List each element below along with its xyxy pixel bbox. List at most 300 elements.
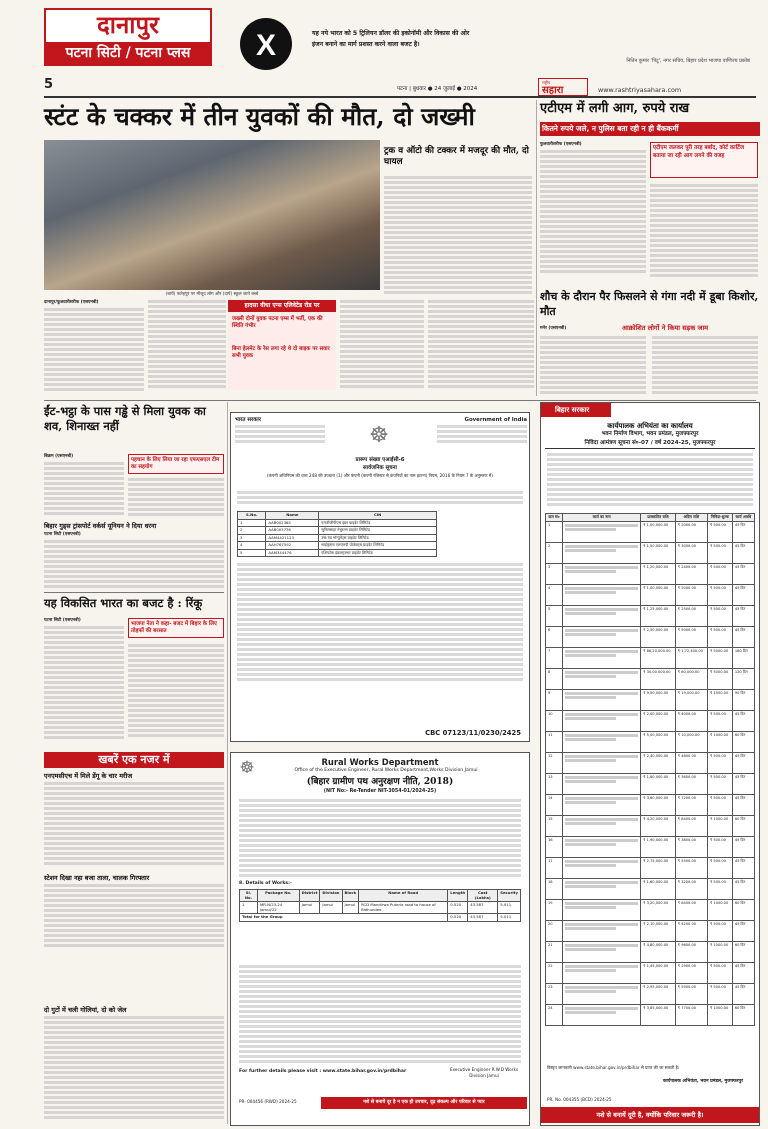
bihar-th: क्रम सं०	[546, 514, 563, 522]
budget-dateline: पटना सिटी (एसएनबी)	[44, 618, 81, 623]
table-row	[546, 542, 755, 563]
mca-intro	[237, 491, 523, 511]
table-cell: ₹ 500.00	[707, 563, 732, 584]
table-cell: 45 दिन	[732, 542, 754, 563]
work-description-cell	[563, 542, 641, 563]
table-cell: 45 दिन	[732, 626, 754, 647]
atm-bullet-box	[650, 142, 758, 178]
table-cell: 60 दिन	[732, 1004, 754, 1025]
table-cell: 11	[546, 731, 563, 752]
table-cell: ₹ 2,10,000.00	[641, 920, 676, 941]
union-headline: बिहार गुड्स ट्रांसपोर्ट वर्कर्स यूनियन ने दिया धरना	[44, 522, 157, 530]
table-cell: 45 दिन	[732, 920, 754, 941]
table-row	[546, 941, 755, 962]
table-cell: 5.011	[498, 902, 521, 914]
table-cell: 7	[546, 647, 563, 668]
atm-body-2	[650, 184, 758, 280]
table-cell: 60 दिन	[732, 731, 754, 752]
table-cell: 3	[238, 534, 266, 542]
rwd-notice	[230, 752, 530, 1126]
table-cell: ₹ 6400.00	[675, 899, 707, 920]
bihar-th: निविदा-शुल्क	[707, 514, 732, 522]
mca-title: प्रारूप संख्या एआईसी-6	[355, 457, 405, 463]
table-cell: Jamui	[342, 902, 359, 914]
lead-body-col4	[428, 300, 534, 392]
column-divider	[536, 100, 537, 396]
section-rule	[44, 400, 756, 401]
table-cell: ₹ 1,20,000.00	[641, 563, 676, 584]
rwd-slogan: नशे से बनायें दूर है न एक ही उपचार, दृढ़ संकल्प और परिवार से प्यार	[321, 1097, 527, 1109]
work-description-cell	[563, 668, 641, 689]
ad-credit: नितिन कुमार 'पिंटू', नगर सचिव, बिहार प्रदेश भाजपा वाणिज्य प्रकोष्ठ	[626, 58, 750, 64]
emblem-icon: ☸	[369, 423, 389, 448]
table-cell: 45 दिन	[732, 878, 754, 899]
table-cell: AAB002385	[266, 519, 319, 527]
table-cell: ₹ 1,60,000.00	[641, 878, 676, 899]
rwd-th: Division	[320, 890, 342, 902]
bihar-dept: भवन निर्माण विभाग, भवन प्रमंडल, मुजफ्फरपुर	[601, 431, 699, 437]
table-cell: ₹ 1,00,000.00	[641, 521, 676, 542]
left-rule-1	[44, 592, 224, 593]
table-row	[546, 962, 755, 983]
short-news-item-2-body	[44, 884, 224, 948]
table-cell: ₹ 3,85,000.00	[641, 1004, 676, 1025]
table-cell: 21	[546, 941, 563, 962]
table-cell: RCD Mandirwa Puteria road to house of Bidhundeo	[359, 902, 448, 914]
table-row	[546, 920, 755, 941]
work-description-cell	[563, 647, 641, 668]
paper-brand	[538, 78, 588, 96]
table-cell: 5.011	[498, 914, 521, 922]
table-row	[546, 836, 755, 857]
mca-th-cin: CIN	[319, 512, 437, 520]
atm-dateline: फुलवारीशरीफ (एसएनबी)	[540, 142, 582, 147]
date-line: पटना | बुधवार ● 24 जुलाई ● 2024	[397, 86, 478, 92]
table-cell: Total for the Group	[240, 914, 448, 922]
table-cell: साईकृष्णा एलएलपी प्रोजेक्ट्स प्राइवेट लिमिटेड	[319, 542, 437, 550]
table-cell: ₹ 19,000.00	[675, 689, 707, 710]
table-cell: ₹ 30,00,000.00	[641, 668, 676, 689]
table-cell: 6	[546, 626, 563, 647]
table-cell: ₹ 1000.00	[707, 815, 732, 836]
rwd-subtitle: Office of the Executive Engineer, Rural Works Department,Works Division Jamui	[294, 768, 478, 773]
table-cell: 45 दिन	[732, 836, 754, 857]
rwd-terms	[239, 965, 521, 1065]
rwd-pr-no: PR- 004456 (RWD) 2024-25	[239, 1099, 297, 1104]
bihar-notice	[540, 402, 760, 1126]
table-cell: ₹ 2900.00	[675, 962, 707, 983]
table-row	[238, 534, 437, 542]
bihar-th: अग्रिम राशि	[675, 514, 707, 522]
masthead-rule	[44, 96, 756, 98]
lead-box-point-1: जख्मी दोनों युवक पटना एम्स में भर्ती, एक की स्थिति गंभीर	[232, 316, 323, 329]
table-row	[546, 710, 755, 731]
work-description-cell	[563, 815, 641, 836]
table-cell: ₹ 1,50,000.00	[641, 542, 676, 563]
table-cell: ₹ 1,00,000.00	[641, 584, 676, 605]
table-cell: 1	[238, 519, 266, 527]
table-cell: 13	[546, 773, 563, 794]
table-cell: 45 दिन	[732, 857, 754, 878]
lead-body-col1	[44, 308, 144, 392]
table-cell: ₹ 3800.00	[675, 836, 707, 857]
budget-body	[44, 626, 124, 742]
table-cell: ₹ 500.00	[707, 542, 732, 563]
table-cell: Jamui	[299, 902, 320, 914]
atm-headline: एटीएम में लगी आग, रुपये राख	[540, 101, 690, 116]
emblem-icon: ☸	[239, 758, 255, 778]
table-cell: ₹ 500.00	[707, 584, 732, 605]
mca-table	[237, 511, 437, 557]
table-cell: 8	[546, 668, 563, 689]
short-news-item-1-title: एनएमसीएच में मिले डेंगू के चार मरीज	[44, 772, 133, 780]
table-cell: 4	[238, 542, 266, 550]
table-cell: 5	[546, 605, 563, 626]
table-cell: 17	[546, 857, 563, 878]
work-description-cell	[563, 521, 641, 542]
table-cell: ₹ 2,40,000.00	[641, 752, 676, 773]
table-cell: 180 दिन	[732, 647, 754, 668]
table-cell: ₹ 3,20,000.00	[641, 899, 676, 920]
table-cell: 45 दिन	[732, 962, 754, 983]
table-cell: 15	[546, 815, 563, 836]
table-cell: 43.587	[468, 902, 498, 914]
table-cell: 16	[546, 836, 563, 857]
inset-headline: ट्रक व ऑटो की टक्कर में मजदूर की मौत, दो घायल	[384, 146, 529, 167]
table-cell: ₹ 500.00	[707, 857, 732, 878]
table-cell: 45 दिन	[732, 710, 754, 731]
work-description-cell	[563, 731, 641, 752]
table-cell: ₹ 1,25,000.00	[641, 605, 676, 626]
work-description-cell	[563, 983, 641, 1004]
budget-bullet: भाजपा नेता ने कहा- बजट में बिहार के लिए तोहफों की बरसात	[128, 618, 224, 638]
table-cell: ₹ 2,50,000.00	[641, 626, 676, 647]
bihar-th: कार्य अवधि	[732, 514, 754, 522]
table-cell: ₹ 2500.00	[675, 605, 707, 626]
table-cell: ₹ 2,00,000.00	[641, 710, 676, 731]
brick-body	[44, 462, 124, 518]
short-news-item-1-body	[44, 782, 224, 868]
drown-body-2	[652, 336, 758, 396]
table-cell: 23	[546, 983, 563, 1004]
table-cell: एशियटेक इंफ्रास्ट्रक्चर प्राइवेट लिमिटेड	[319, 549, 437, 557]
bihar-table	[545, 513, 755, 1026]
table-cell: 10	[546, 710, 563, 731]
work-description-cell	[563, 920, 641, 941]
table-cell: ₹ 4,80,000.00	[641, 941, 676, 962]
table-cell: 45 दिन	[732, 794, 754, 815]
work-description-cell	[563, 710, 641, 731]
table-row	[546, 857, 755, 878]
lead-box	[228, 312, 336, 390]
table-cell: ₹ 5500.00	[675, 857, 707, 878]
drown-subhead: आक्रोशित लोगों ने किया सड़क जाम	[622, 324, 709, 332]
table-cell: 60 दिन	[732, 815, 754, 836]
table-cell: ₹ 3,60,000.00	[641, 794, 676, 815]
bihar-gov-tag: बिहार सरकार	[541, 403, 611, 417]
union-dateline: पटना सिटी (एसएनबी)	[44, 532, 81, 537]
bihar-th: प्राक्कलित राशि	[641, 514, 676, 522]
table-cell: ₹ 4800.00	[675, 752, 707, 773]
lead-box-point-2: बिना हेलमेट के रेस लगा रहे थे दो बाइक पर सवार सभी युवक	[232, 346, 330, 359]
table-row	[546, 752, 755, 773]
table-cell: 9	[546, 689, 563, 710]
table-cell: ₹ 1,90,000.00	[641, 836, 676, 857]
mca-notice	[230, 412, 530, 742]
work-description-cell	[563, 962, 641, 983]
lead-dateline: दानापुर/फुलवारीशरीफ (एसएनबी)	[44, 300, 99, 305]
drown-dateline: मनेर (एसएनबी)	[540, 326, 567, 331]
rwd-th: Name of Road	[359, 890, 448, 902]
work-description-cell	[563, 773, 641, 794]
table-cell: ₹ 1500.00	[707, 689, 732, 710]
table-cell: ₹ 500.00	[707, 794, 732, 815]
table-cell: 120 दिन	[732, 668, 754, 689]
brick-headline: ईंट-भट्ठा के पास गड्ढे से मिला युवक का शव, शिनाख्त नहीं	[44, 404, 206, 433]
table-cell: ₹ 5000.00	[675, 626, 707, 647]
work-description-cell	[563, 626, 641, 647]
bihar-signatory: कार्यपालक अभियंता, भवन प्रमंडल, मुजफ्फरपुर	[663, 1079, 743, 1084]
table-cell: 20	[546, 920, 563, 941]
mca-subtitle: सार्वजनिक सूचना	[363, 465, 397, 471]
rwd-hindi-title: (बिहार ग्रामीण पथ अनुरक्षण नीति, 2018)	[306, 777, 454, 787]
short-news-item-2-title: स्टेशन दिखा नहा बजा ताला, चालक गिरफ्तार	[44, 874, 150, 882]
x-logo-icon: X	[255, 29, 276, 62]
table-row	[546, 983, 755, 1004]
table-cell: ₹ 500.00	[707, 983, 732, 1004]
work-description-cell	[563, 899, 641, 920]
lead-headline: स्टंट के चक्कर में तीन युवकों की मौत, दो जख्मी	[44, 102, 475, 131]
rwd-th: Package No.	[257, 890, 299, 902]
table-cell: 18	[546, 878, 563, 899]
table-cell: ₹ 2,75,000.00	[641, 857, 676, 878]
table-cell: Jamui	[320, 902, 342, 914]
table-cell: 4	[546, 584, 563, 605]
work-description-cell	[563, 752, 641, 773]
bihar-slogan: नशे से बनायें दूरी है, क्योंकि परिवार जरूरी है।	[541, 1107, 759, 1123]
table-cell: ₹ 500.00	[707, 920, 732, 941]
table-cell: ₹ 3200.00	[675, 878, 707, 899]
table-row	[546, 731, 755, 752]
table-cell: 0.520	[448, 914, 468, 922]
table-row	[546, 647, 755, 668]
table-cell: 1	[546, 521, 563, 542]
table-row	[546, 794, 755, 815]
work-description-cell	[563, 857, 641, 878]
table-cell: AAM4421123	[266, 534, 319, 542]
table-cell: 14	[546, 794, 563, 815]
table-cell: ₹ 1000.00	[707, 941, 732, 962]
table-row	[546, 878, 755, 899]
website: www.rashtriyasahara.com	[598, 86, 682, 94]
table-cell: 1	[240, 902, 258, 914]
table-cell: ₹ 500.00	[707, 773, 732, 794]
work-description-cell	[563, 794, 641, 815]
ad-line-1: यह नये भारत को 5 ट्रिलियन डॉलर की इकोनॉमी और विकास की ओर	[312, 30, 470, 37]
table-cell: ₹ 500.00	[707, 521, 732, 542]
table-row	[546, 584, 755, 605]
table-cell: 60 दिन	[732, 899, 754, 920]
rwd-signature: Executive Engineer R.W.D Works Division Jamui	[449, 1067, 519, 1078]
table-cell: AAM344476	[266, 549, 319, 557]
table-cell: ₹ 1,45,000.00	[641, 962, 676, 983]
mca-th-sno: S.No.	[238, 512, 266, 520]
rwd-nit: (NIT No:- Re-Tender NIT-3054-01/2024-25)	[323, 789, 437, 794]
atm-bullet: एटीएम जलकर पूरी तरह बर्बाद, कोर्ट कार्टिज बताया जा रही आग लगने की वजह	[653, 145, 745, 159]
table-cell: 24	[546, 1004, 563, 1025]
mca-gov-left: भारत सरकार	[235, 417, 261, 423]
atm-body	[540, 150, 646, 278]
paper-name: सहारा	[542, 85, 564, 96]
rwd-th: Sl. No.	[240, 890, 258, 902]
rwd-th: Cost (Lakhs)	[468, 890, 498, 902]
drown-headline: शौच के दौरान पैर फिसलने से गंगा नदी में डूबा किशोर, मौत	[540, 290, 759, 318]
short-news-item-3-title: दो गुटों में चली गोलियां, दो को जेल	[44, 1006, 127, 1014]
lead-body-col3	[340, 300, 424, 392]
table-cell: ₹ 3600.00	[675, 773, 707, 794]
table-cell: 45 दिन	[732, 584, 754, 605]
table-cell: ₹ 1000.00	[707, 1004, 732, 1025]
ad-line-2: इंजन बनाने का मार्ग प्रशस्त करने वाला बजट है।	[312, 41, 420, 48]
table-cell: एमजीजीपीएस इंफ्रा प्राइवेट लिमिटेड	[319, 519, 437, 527]
work-description-cell	[563, 836, 641, 857]
budget-headline: यह विकसित भारत का बजट है : रिंकू	[44, 596, 203, 610]
brick-body-2	[128, 478, 224, 518]
rwd-th: Security	[498, 890, 521, 902]
table-cell: ₹ 7700.00	[675, 1004, 707, 1025]
table-cell: उषा एंड मॉन्यूमेंट्स प्राइवेट लिमिटेड	[319, 534, 437, 542]
table-cell: ₹ 5000.00	[707, 668, 732, 689]
lead-body-col2	[148, 300, 226, 392]
table-row	[546, 689, 755, 710]
table-cell: 22	[546, 962, 563, 983]
table-cell: ₹ 1,72,400.00	[675, 647, 707, 668]
bihar-office: कार्यपालक अभियंता का कार्यालय	[607, 421, 693, 430]
table-cell: ₹ 5,00,000.00	[641, 731, 676, 752]
table-cell: 0.520	[448, 902, 468, 914]
mca-ref: CBC 07123/11/0230/2425	[425, 729, 521, 737]
table-cell: 45 दिन	[732, 563, 754, 584]
table-row	[546, 626, 755, 647]
table-cell: ₹ 500.00	[707, 836, 732, 857]
table-cell: ₹ 4,20,000.00	[641, 815, 676, 836]
table-cell: ₹ 5000.00	[707, 647, 732, 668]
mca-address-right	[437, 425, 527, 449]
table-cell: 43.587	[468, 914, 498, 922]
table-cell: 45 दिन	[732, 773, 754, 794]
work-description-cell	[563, 878, 641, 899]
work-description-cell	[563, 584, 641, 605]
table-cell: 19	[546, 899, 563, 920]
table-cell: ₹ 9,50,000.00	[641, 689, 676, 710]
table-cell: 60 दिन	[732, 941, 754, 962]
table-cell: 5	[238, 549, 266, 557]
table-row	[238, 519, 437, 527]
table-cell: सुनिलसाहा नेचुरल्स प्राइवेट लिमिटेड	[319, 527, 437, 535]
table-cell: ₹ 4200.00	[675, 920, 707, 941]
table-cell: 45 दिन	[732, 605, 754, 626]
table-cell: ₹ 86,20,000.00	[641, 647, 676, 668]
table-cell: 45 दिन	[732, 983, 754, 1004]
table-cell: AAH767592	[266, 542, 319, 550]
table-cell: ₹ 500.00	[707, 626, 732, 647]
table-cell: 3	[546, 563, 563, 584]
short-news-header: खबरें एक नजर में	[44, 752, 224, 768]
table-cell: ₹ 2000.00	[675, 521, 707, 542]
lead-photo	[44, 140, 380, 290]
table-cell: ₹ 500.00	[707, 752, 732, 773]
table-row	[546, 668, 755, 689]
bihar-intro	[547, 453, 753, 509]
table-cell: ₹ 2,95,000.00	[641, 983, 676, 1004]
work-description-cell	[563, 689, 641, 710]
bihar-url-line: विस्तृत जानकारी www.state.bihar.gov.in/prdbihar से प्राप्त की जा सकती है।	[547, 1065, 680, 1070]
rwd-th: Length	[448, 890, 468, 902]
table-cell: ₹ 4000.00	[675, 710, 707, 731]
table-cell: ₹ 500.00	[707, 605, 732, 626]
brick-dateline: बिक्रम (एसएनबी)	[44, 454, 74, 459]
mca-gov-right: Government of India	[464, 417, 527, 423]
rwd-th: Block	[342, 890, 359, 902]
work-description-cell	[563, 941, 641, 962]
photo-caption: (बायें) फतेहपुर पर मौजूद लोग और (दायें) स्कूल जाते बच्चे	[165, 292, 259, 297]
table-cell: ₹ 8400.00	[675, 815, 707, 836]
table-row	[546, 815, 755, 836]
bihar-th: कार्य का नाम	[563, 514, 641, 522]
bihar-nit-line: निविदा आमंत्रण सूचना सं०-07 / वर्ष 2024-25, मुजफ्फरपुर	[545, 440, 755, 449]
table-cell: ₹ 2000.00	[675, 584, 707, 605]
page-number: 5	[44, 77, 54, 92]
table-row	[240, 914, 521, 922]
table-cell: 45 दिन	[732, 752, 754, 773]
section-edition: पटना सिटी / पटना प्लस	[46, 42, 210, 64]
table-cell: 90 दिन	[732, 689, 754, 710]
table-cell: MR-N/23-24 Jamui/22	[257, 902, 299, 914]
paper-prefix: राष्ट्रीय	[542, 80, 551, 85]
mca-th-name: Name	[266, 512, 319, 520]
table-cell: AAB003776	[266, 527, 319, 535]
table-cell: 12	[546, 752, 563, 773]
section-city: दानापुर	[97, 10, 159, 39]
table-cell: ₹ 5900.00	[675, 983, 707, 1004]
brick-bullet: पहचान के लिए लिया जा रहा एफएसएल टीम का सहयोग	[128, 454, 224, 474]
rwd-footer: For further details please visit : www.state.bihar.gov.in/prdbihar	[239, 1069, 407, 1074]
table-cell: ₹ 1000.00	[707, 731, 732, 752]
rwd-title: Rural Works Department	[321, 757, 439, 767]
table-row	[238, 542, 437, 550]
table-cell: ₹ 7200.00	[675, 794, 707, 815]
table-cell: ₹ 60,000.00	[675, 668, 707, 689]
table-row	[546, 1004, 755, 1025]
inset-body	[384, 176, 532, 296]
mca-body: (कंपनी अधिनियम की धारा 248 की उपधारा (1) और कंपनी (कंपनी रजिस्टर से कंपनियों का नाम हटाना) नियम, 2016 के नियम 7 के अनुसरण में)	[267, 473, 493, 478]
table-cell: 2	[546, 542, 563, 563]
table-cell: 2	[238, 527, 266, 535]
masthead	[0, 0, 768, 96]
drown-body	[540, 336, 646, 396]
table-cell: ₹ 3000.00	[675, 542, 707, 563]
union-body	[44, 540, 224, 588]
column-divider	[227, 402, 228, 1124]
table-cell: ₹ 500.00	[707, 710, 732, 731]
table-cell: 45 दिन	[732, 521, 754, 542]
table-cell: ₹ 1,80,000.00	[641, 773, 676, 794]
table-cell: ₹ 500.00	[707, 962, 732, 983]
table-cell: ₹ 500.00	[707, 878, 732, 899]
work-description-cell	[563, 1004, 641, 1025]
work-description-cell	[563, 605, 641, 626]
rwd-th: District	[299, 890, 320, 902]
